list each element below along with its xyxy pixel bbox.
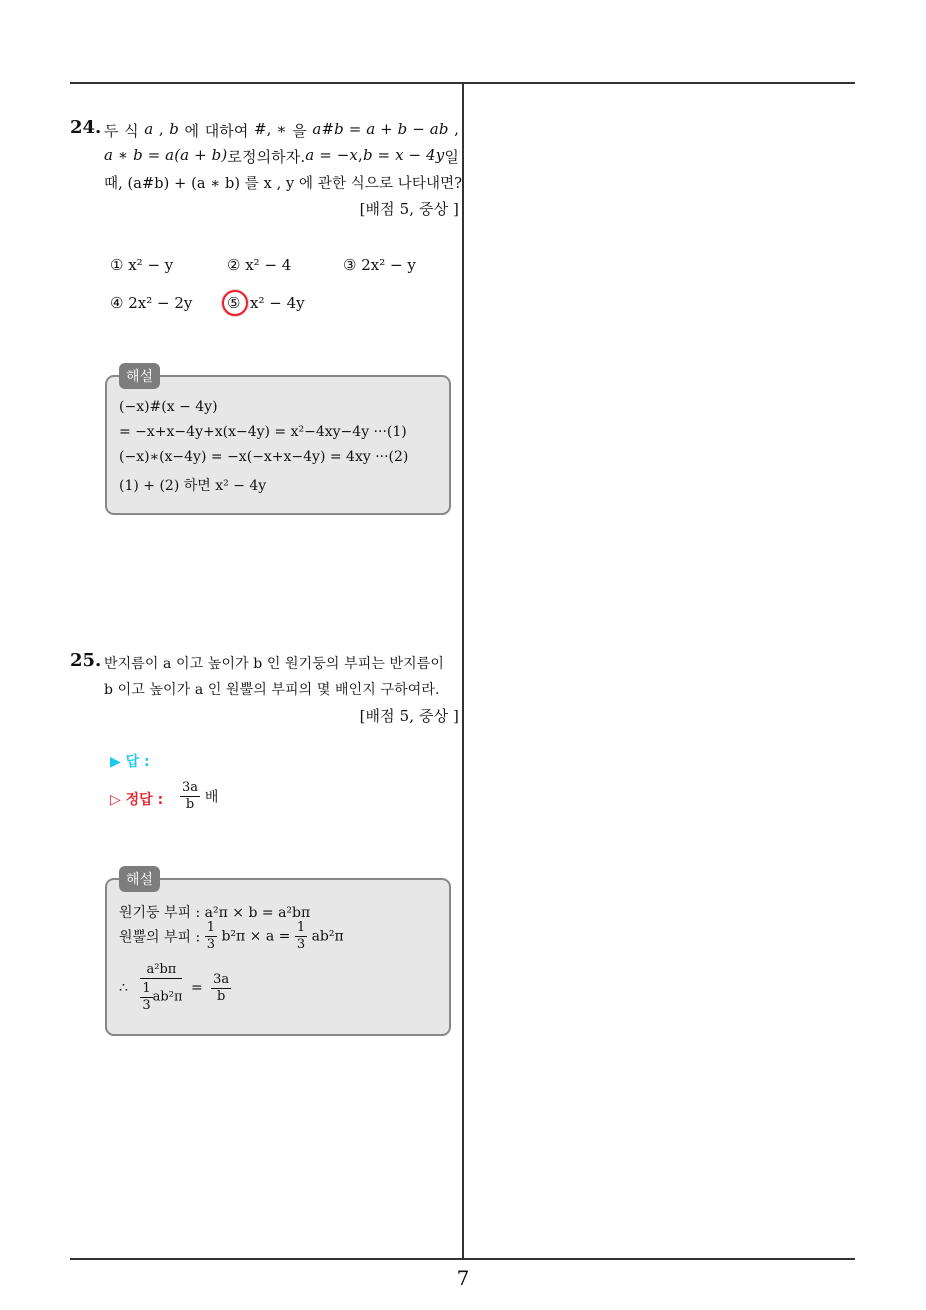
selected-answer-circle — [222, 290, 248, 316]
q24-solution-line: = −x+x−4y+x(x−4y) = x²−4xy−4y ···(1) — [119, 424, 407, 440]
page-number: 7 — [456, 1266, 470, 1290]
q24-option-2[interactable]: ② x² − 4 — [227, 256, 292, 274]
solution-tag: 해설 — [119, 363, 160, 389]
q25-solution-cone: 원뿔의 부피 : $\frac{1}{3}$ b²π × a = $\frac{1}{3}$ ab²π — [119, 920, 344, 952]
q24-score: [배점 5, 중상 ] — [359, 200, 459, 218]
q24-option-1[interactable]: ① x² − y — [110, 256, 174, 274]
q24-option-5-text[interactable]: x² − 4y — [250, 294, 305, 312]
q25-solution-cylinder: 원기둥 부피 : a²π × b = a²bπ — [119, 905, 311, 921]
q24-option-5-number[interactable]: ⑤ — [227, 294, 241, 312]
q25-solution-box — [105, 872, 451, 1036]
q24-line3: 때, (a#b) + (a ∗ b) 를 x , y 에 관한 식으로 나타내면? — [104, 176, 463, 192]
answer-fraction: $\frac{3a}{b}$ — [182, 780, 199, 812]
q25-line2: b 이고 높이가 a 인 원뿔의 부피의 몇 배인지 구하여라. — [104, 682, 440, 698]
q25-score: [배점 5, 중상 ] — [359, 707, 459, 725]
solution-tag: 해설 — [119, 866, 160, 892]
q24-solution-line: (−x)∗(x−4y) = −x(−x+x−4y) = 4xy ···(2) — [119, 449, 409, 465]
correct-answer-value: $\frac{3a}{b}$ 배 — [182, 780, 219, 812]
correct-answer-label: ▷ 정답 : — [110, 792, 164, 808]
q24-number: 24. — [70, 117, 102, 138]
q25-number: 25. — [70, 650, 102, 671]
q24-option-4[interactable]: ④ 2x² − 2y — [110, 294, 193, 312]
column-divider — [462, 83, 464, 1260]
q25-solution-ratio: ∴ a²bπ $\frac{1}{3}$ ab²π = $\frac{3a}{b}$ — [119, 962, 230, 1013]
q24-solution-box — [105, 369, 451, 515]
q24-line1: 두 식 a , b 에 대하여 #, ∗ 을 a#b = a + b − ab , — [104, 120, 459, 140]
q24-solution-line: (−x)#(x − 4y) — [119, 399, 218, 415]
q24-line2: a ∗ b = a(a + b) 로 정의하자. a = −x , b = x − 4y 일 — [104, 146, 459, 166]
q25-line1: 반지름이 a 이고 높이가 b 인 원기둥의 부피는 반지름이 — [104, 656, 445, 672]
q24-option-3[interactable]: ③ 2x² − y — [343, 256, 416, 274]
q24-solution-line: (1) + (2) 하면 x² − 4y — [119, 478, 267, 494]
answer-label: ▶ 답 : — [110, 754, 150, 770]
